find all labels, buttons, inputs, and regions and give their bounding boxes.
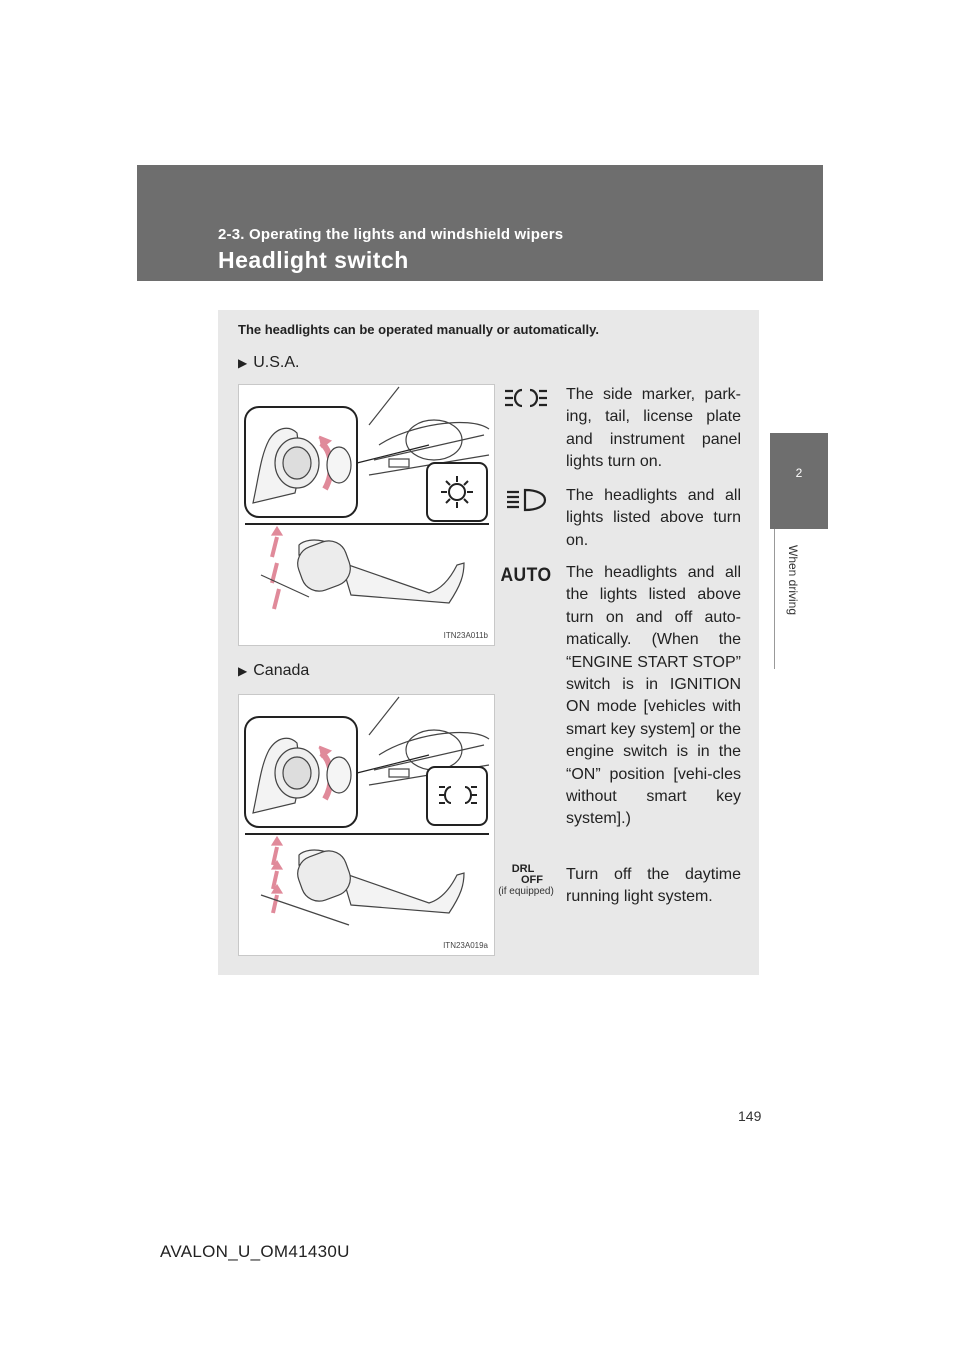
intro-text: The headlights can be operated manually or automatically. xyxy=(238,322,599,337)
chapter-tab-number: 2 xyxy=(795,466,803,480)
headlight-switch-illustration xyxy=(239,695,494,955)
drl-icon-bottom: OFF xyxy=(521,874,543,886)
chapter-tab-label: When driving xyxy=(786,545,800,616)
page-title: Headlight switch xyxy=(218,247,409,273)
chapter-tab-divider xyxy=(774,529,775,669)
item-description: The headlights and all the lights listed above turn on and off auto-matically. (When the “ENGINE START STOP” switch is in IGNITION ON mode [vehicles with smart key system] or the engine switch is in the “ON” position [vehi-cles without smart key system].) xyxy=(566,564,741,828)
region-label: Canada xyxy=(253,662,310,679)
figure-canada xyxy=(238,694,495,956)
item-description: The side marker, park-ing, tail, license plate and instrument panel lights turn on. xyxy=(566,386,741,471)
auto-icon: AUTO xyxy=(500,565,552,586)
section-title: 2-3. Operating the lights and windshield wipers xyxy=(218,226,564,243)
figure-code: ITN23A019a xyxy=(443,941,488,950)
chapter-tab[interactable] xyxy=(770,433,828,529)
region-canada-heading xyxy=(238,662,309,680)
headlight-icon xyxy=(498,488,554,517)
drl-off-icon xyxy=(492,864,560,897)
if-equipped-note: (if equipped) xyxy=(498,886,554,897)
headlight-switch-illustration xyxy=(239,385,494,645)
content-panel xyxy=(218,310,759,975)
document-code: AVALON_U_OM41430U xyxy=(160,1242,350,1261)
drl-icon-top: DRL xyxy=(511,863,535,875)
pointer-arrow-icon: ▶ xyxy=(238,356,248,370)
item-description: Turn off the daytime running light system. xyxy=(566,866,741,906)
region-label: U.S.A. xyxy=(253,354,300,371)
item-description: The headlights and all lights listed above turn on. xyxy=(566,487,741,549)
figure-usa xyxy=(238,384,495,646)
page-number: 149 xyxy=(738,1108,762,1124)
region-usa-heading xyxy=(238,354,299,372)
side-marker-lights-icon xyxy=(498,387,554,414)
pointer-arrow-icon: ▶ xyxy=(238,664,248,678)
chapter-header xyxy=(137,165,823,281)
figure-code: ITN23A011b xyxy=(443,631,488,640)
